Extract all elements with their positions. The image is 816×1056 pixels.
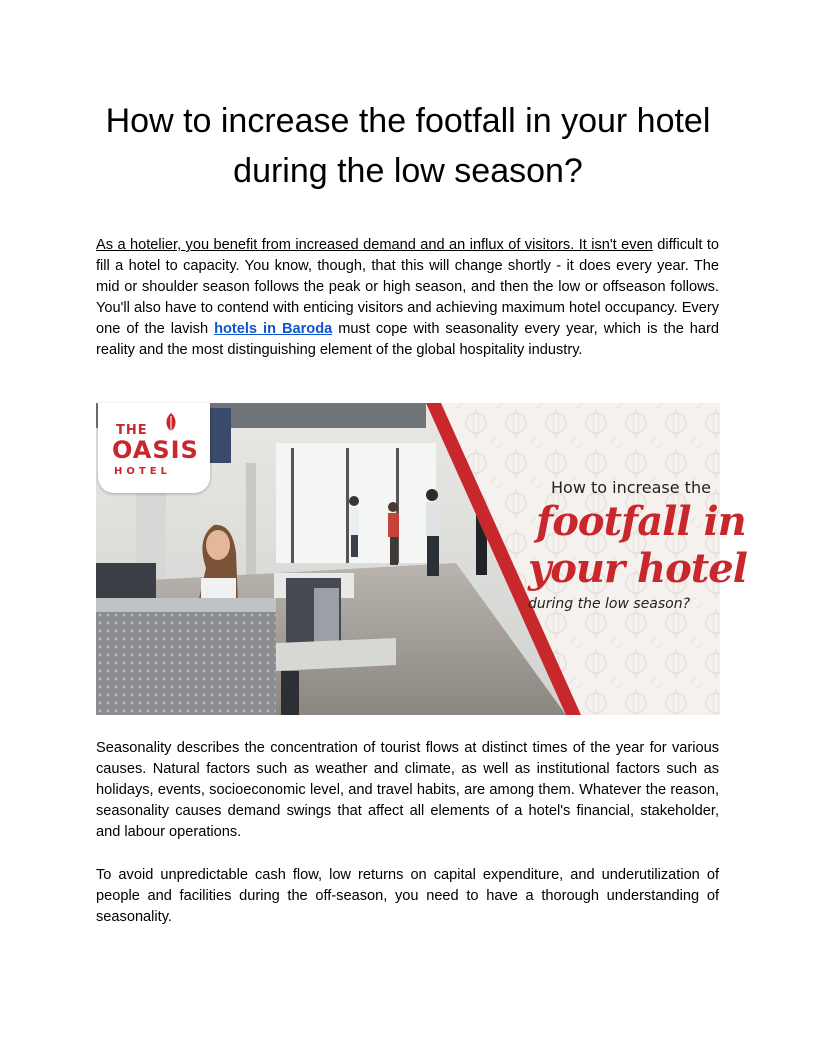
banner-line-3: your hotel bbox=[528, 545, 747, 592]
hero-banner-image bbox=[96, 403, 747, 715]
intro-text: difficult to fill a hotel to capacity. You know, though, that this will change shortly - it does every year. The mid or shoulder season follows the peak or high season, and then the low or offseason follows. You'll also have to contend with enticing visitors and achieving maximum hotel occupancy. Every one of the lavish bbox=[96, 237, 720, 337]
page-title bbox=[80, 96, 736, 196]
title-line-2: during the low season? bbox=[233, 152, 583, 190]
seasonality-paragraph: Seasonality describes the concentration of tourist flows at distinct times of the year for various causes. Natural factors such as weather and climate, as well as institutional factors such as holidays, events, socioeconomic level, and travel habits, are among them. Whatever the reason, seasonality causes demand swings that affect all elements of a hotel's financial, stakeholder, and labour operations. bbox=[96, 740, 719, 840]
intro-underlined-text: As a hotelier, you benefit from increased demand and an influx of visitors. It isn't even bbox=[96, 237, 653, 253]
banner-line-1: How to increase the bbox=[551, 478, 711, 497]
title-line-1: How to increase the footfall in your hotel bbox=[105, 102, 711, 140]
logo-word-the: THE bbox=[116, 423, 148, 438]
intro-text-end: must cope with seasonality every year, which is the hard reality and the most distinguishing element of the global hospitality industry. bbox=[96, 321, 720, 358]
cash-flow-paragraph: To avoid unpredictable cash flow, low returns on capital expenditure, and underutilization of people and facilities during the off-season, you need to have a thorough understanding of seasonality. bbox=[96, 867, 719, 925]
oasis-hotel-logo bbox=[98, 403, 210, 493]
banner-line-2: footfall in bbox=[536, 498, 746, 545]
leaf-icon bbox=[164, 413, 178, 433]
intro-paragraph bbox=[96, 235, 719, 361]
hotels-in-baroda-link[interactable]: hotels in Baroda bbox=[214, 321, 333, 337]
banner-line-4: during the low season? bbox=[528, 596, 691, 612]
logo-word-hotel: HOTEL bbox=[114, 466, 171, 477]
logo-word-oasis: OASIS bbox=[112, 436, 199, 464]
